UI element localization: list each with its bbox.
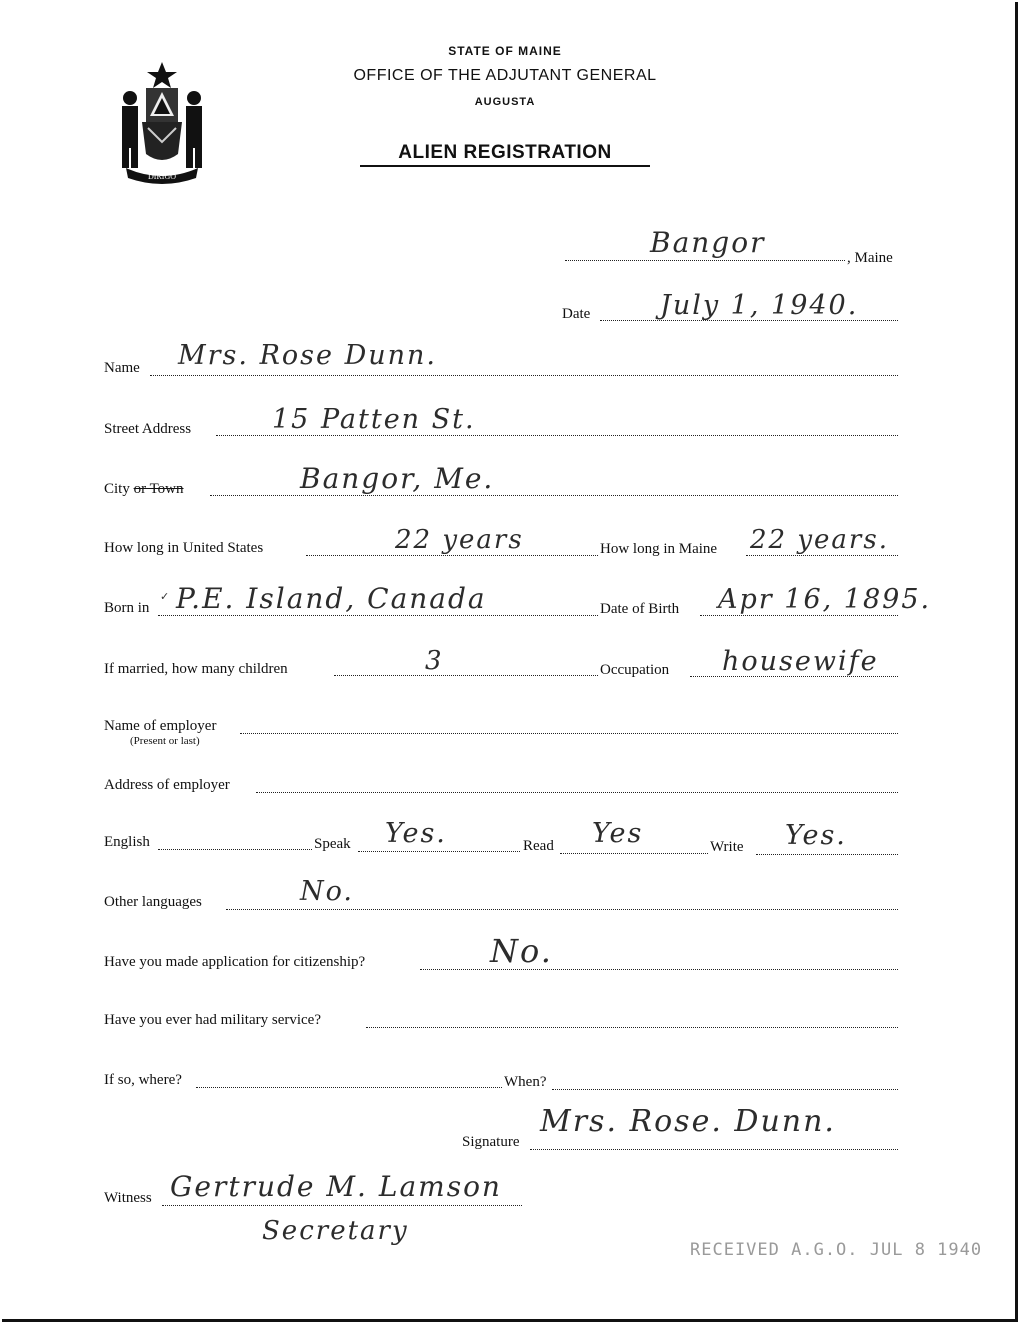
citizenship-label: Have you made application for citizenship? xyxy=(104,954,366,970)
born-in-value[interactable]: P.E. Island, Canada xyxy=(176,582,487,615)
city-label-text: City xyxy=(104,481,134,497)
read-value[interactable]: Yes xyxy=(592,818,644,849)
name-value[interactable]: Mrs. Rose Dunn. xyxy=(178,340,437,371)
where-label: If so, where? xyxy=(104,1072,182,1088)
street-label: Street Address xyxy=(104,421,192,437)
date-value[interactable]: July 1, 1940. xyxy=(660,290,859,321)
name-label: Name xyxy=(104,360,140,376)
city-value[interactable]: Bangor, Me. xyxy=(300,462,495,495)
witness-line xyxy=(162,1205,522,1206)
how-long-us-value[interactable]: 22 years xyxy=(395,525,524,555)
military-line[interactable] xyxy=(366,1027,898,1028)
speak-value[interactable]: Yes. xyxy=(385,818,447,849)
how-long-us-label: How long in United States xyxy=(104,540,264,556)
employer-name-line[interactable] xyxy=(240,733,898,734)
city-label-struck: or Town xyxy=(133,481,184,497)
occupation-label: Occupation xyxy=(600,662,670,678)
street-value[interactable]: 15 Patten St. xyxy=(272,404,476,435)
header-city: AUGUSTA xyxy=(474,96,536,108)
state-seal-icon xyxy=(108,58,216,184)
how-long-maine-label: How long in Maine xyxy=(600,541,718,557)
city-line xyxy=(210,495,898,496)
witness-title: Secretary xyxy=(262,1216,409,1246)
english-line xyxy=(158,849,312,850)
occupation-value[interactable]: housewife xyxy=(722,646,879,677)
other-languages-value[interactable]: No. xyxy=(300,876,354,907)
witness-label: Witness xyxy=(104,1190,152,1206)
children-value[interactable]: 3 xyxy=(425,646,444,676)
place-value[interactable]: Bangor xyxy=(650,226,766,259)
born-in-label: Born in xyxy=(104,600,150,616)
read-line xyxy=(560,853,708,854)
place-suffix: , Maine xyxy=(847,250,893,266)
how-long-maine-line xyxy=(746,555,898,556)
other-languages-label: Other languages xyxy=(104,894,202,910)
header-office: OFFICE OF THE ADJUTANT GENERAL xyxy=(353,67,657,84)
dob-label: Date of Birth xyxy=(600,601,680,617)
speak-label: Speak xyxy=(314,836,351,852)
dob-value[interactable]: Apr 16, 1895. xyxy=(718,584,932,615)
signature-label: Signature xyxy=(462,1134,520,1150)
check-mark: ✓ xyxy=(160,591,170,603)
employer-address-line[interactable] xyxy=(256,792,898,793)
born-in-line xyxy=(158,615,598,616)
citizenship-value[interactable]: No. xyxy=(490,932,553,970)
employer-name-sublabel: (Present or last) xyxy=(130,735,200,747)
speak-line xyxy=(358,851,520,852)
write-line xyxy=(756,854,898,855)
signature-value[interactable]: Mrs. Rose. Dunn. xyxy=(540,1104,836,1139)
witness-value[interactable]: Gertrude M. Lamson xyxy=(170,1170,502,1203)
employer-address-label: Address of employer xyxy=(104,777,230,793)
write-label: Write xyxy=(710,839,744,855)
place-line xyxy=(565,260,845,261)
street-line xyxy=(216,435,898,436)
when-line[interactable] xyxy=(552,1089,898,1090)
name-line xyxy=(150,375,898,376)
children-line xyxy=(334,675,598,676)
received-stamp: RECEIVED A.G.O. JUL 8 1940 xyxy=(690,1240,983,1260)
dob-line xyxy=(700,615,898,616)
how-long-maine-value[interactable]: 22 years. xyxy=(750,525,889,555)
military-label: Have you ever had military service? xyxy=(104,1012,321,1028)
english-label: English xyxy=(104,834,150,850)
read-label: Read xyxy=(523,838,554,854)
date-label: Date xyxy=(562,306,591,322)
city-label xyxy=(104,481,184,497)
children-label: If married, how many children xyxy=(104,661,288,677)
write-value[interactable]: Yes. xyxy=(785,820,847,851)
signature-line xyxy=(530,1149,898,1150)
employer-name-label: Name of employer xyxy=(104,718,217,734)
seal-motto: DIRIGO xyxy=(148,172,176,181)
when-label: When? xyxy=(504,1074,547,1090)
header-state: STATE OF MAINE xyxy=(448,44,562,58)
other-languages-line xyxy=(226,909,898,910)
how-long-us-line xyxy=(306,555,598,556)
form-title: ALIEN REGISTRATION xyxy=(360,142,650,167)
where-line[interactable] xyxy=(196,1087,502,1088)
